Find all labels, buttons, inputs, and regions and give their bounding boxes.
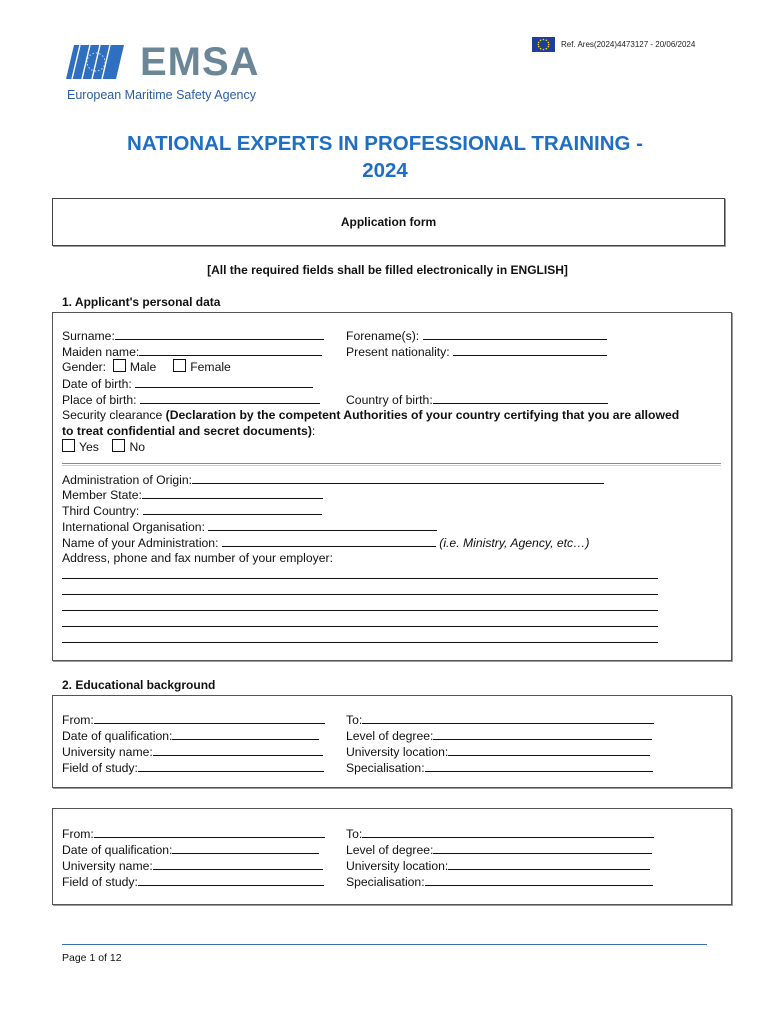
page-number: Page 1 of 12	[62, 952, 122, 964]
to-field-1[interactable]	[362, 711, 654, 724]
date-qual-label: Date of qualification:	[62, 729, 173, 743]
from-field-2[interactable]	[94, 825, 325, 838]
security-colon: :	[311, 424, 316, 438]
security-yes-checkbox[interactable]	[62, 439, 75, 452]
pob-label: Place of birth:	[62, 393, 137, 407]
field-field-2[interactable]	[138, 873, 324, 886]
to-label: To:	[346, 827, 363, 841]
section1-divider	[62, 463, 721, 466]
cob-label: Country of birth:	[346, 393, 433, 407]
admin-name-hint: (i.e. Ministry, Agency, etc…)	[439, 536, 590, 550]
security-note-1: (Declaration by the competent Authorities of your country certifying that you are allowed	[165, 408, 680, 422]
special-label: Specialisation:	[346, 761, 425, 775]
emsa-logo-mark-icon	[66, 45, 124, 79]
special-label: Specialisation:	[346, 875, 425, 889]
nationality-field[interactable]	[453, 343, 607, 356]
uni-name-label: University name:	[62, 859, 153, 873]
nationality-label: Present nationality:	[346, 345, 450, 359]
uni-loc-label: University location:	[346, 745, 449, 759]
admin-origin-label: Administration of Origin:	[62, 473, 193, 487]
gender-label: Gender:	[62, 360, 107, 374]
title-line-2: 2024	[362, 159, 408, 182]
admin-name-label: Name of your Administration:	[62, 536, 219, 550]
pob-field[interactable]	[140, 391, 320, 404]
logo-wordmark: EMSA	[140, 40, 260, 84]
admin-name-field[interactable]	[222, 534, 436, 547]
third-country-field[interactable]	[143, 502, 322, 515]
security-note-2: to treat confidential and secret documents)	[62, 424, 312, 438]
field-label: Field of study:	[62, 875, 138, 889]
security-label: Security clearance	[62, 408, 163, 422]
uni-loc-label: University location:	[346, 859, 449, 873]
level-field-2[interactable]	[433, 841, 652, 854]
date-qual-label: Date of qualification:	[62, 843, 173, 857]
date-qual-field-2[interactable]	[172, 841, 319, 854]
dob-field[interactable]	[135, 375, 313, 388]
cob-field[interactable]	[433, 391, 608, 404]
male-label: Male	[129, 360, 157, 374]
uni-loc-field-2[interactable]	[448, 857, 650, 870]
to-field-2[interactable]	[362, 825, 654, 838]
emsa-logo	[66, 42, 286, 104]
from-label: From:	[62, 713, 94, 727]
instruction-notice: [All the required fields shall be filled electronically in ENGLISH]	[207, 263, 568, 277]
eu-flag-icon	[532, 37, 555, 52]
forenames-field[interactable]	[423, 327, 607, 340]
level-label: Level of degree:	[346, 729, 434, 743]
address-line-3[interactable]	[62, 610, 658, 611]
maiden-name-label: Maiden name:	[62, 345, 140, 359]
member-state-label: Member State:	[62, 488, 142, 502]
surname-label: Surname:	[62, 329, 115, 343]
yes-label: Yes	[79, 440, 99, 454]
security-no-checkbox[interactable]	[112, 439, 125, 452]
logo-subtitle: European Maritime Safety Agency	[67, 88, 256, 102]
address-line-5[interactable]	[62, 642, 658, 643]
address-line-1[interactable]	[62, 578, 658, 579]
reference-header	[532, 36, 762, 52]
forenames-label: Forename(s):	[346, 329, 420, 343]
uni-name-field-2[interactable]	[153, 857, 323, 870]
special-field-1[interactable]	[425, 759, 653, 772]
field-field-1[interactable]	[138, 759, 324, 772]
special-field-2[interactable]	[425, 873, 653, 886]
section1-heading: 1. Applicant's personal data	[62, 295, 221, 309]
section2-heading: 2. Educational background	[62, 678, 216, 692]
field-label: Field of study:	[62, 761, 138, 775]
female-label: Female	[190, 360, 231, 374]
gender-female-checkbox[interactable]	[173, 359, 186, 372]
level-field-1[interactable]	[433, 727, 652, 740]
from-field-1[interactable]	[94, 711, 325, 724]
page-title	[40, 130, 730, 184]
uni-name-label: University name:	[62, 745, 153, 759]
maiden-name-field[interactable]	[139, 343, 322, 356]
member-state-field[interactable]	[142, 486, 323, 499]
form-title: Application form	[340, 215, 437, 229]
address-line-2[interactable]	[62, 594, 658, 595]
form-title-box	[52, 198, 725, 246]
uni-name-field-1[interactable]	[153, 743, 323, 756]
title-line-1: NATIONAL EXPERTS IN PROFESSIONAL TRAINING -	[127, 132, 643, 155]
intl-org-label: International Organisation:	[62, 520, 205, 534]
surname-field[interactable]	[115, 327, 324, 340]
to-label: To:	[346, 713, 363, 727]
footer-divider	[62, 944, 707, 945]
level-label: Level of degree:	[346, 843, 434, 857]
dob-label: Date of birth:	[62, 377, 132, 391]
date-qual-field-1[interactable]	[172, 727, 319, 740]
gender-male-checkbox[interactable]	[113, 359, 126, 372]
no-label: No	[129, 440, 146, 454]
address-line-4[interactable]	[62, 626, 658, 627]
from-label: From:	[62, 827, 94, 841]
third-country-label: Third Country:	[62, 504, 140, 518]
uni-loc-field-1[interactable]	[448, 743, 650, 756]
address-label: Address, phone and fax number of your employer:	[62, 551, 333, 565]
reference-text: Ref. Ares(2024)4473127 - 20/06/2024	[561, 39, 696, 49]
intl-org-field[interactable]	[208, 518, 437, 531]
admin-origin-field[interactable]	[192, 471, 604, 484]
